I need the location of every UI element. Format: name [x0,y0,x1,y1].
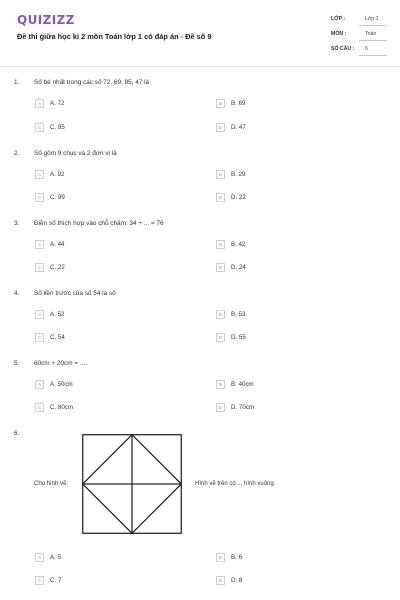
option-text: C. 85 [50,124,65,131]
option-letter-box: B [216,170,225,179]
option-text: C. 22 [50,264,65,271]
meta-subject-value: Toán [365,31,377,37]
option-letter-box: B [216,99,225,108]
option-letter-box: D [216,333,225,342]
question-text: 60cm + 20cm = ..... [34,360,89,367]
option-letter-box: D [216,403,225,412]
option-text: B. 69 [231,100,246,107]
option-text: C. 7 [50,577,62,584]
question-number: 4. [14,290,20,297]
option-letter-box: A [35,380,44,389]
option-text: A. 5 [50,554,62,561]
squares-figure [82,434,182,534]
quizizz-logo: QUIZIZZ [17,13,75,27]
meta-underline [359,25,387,26]
option-text: C. 99 [50,194,65,201]
option-letter-box: D [216,123,225,132]
question-number: 3. [14,220,20,227]
option-letter-box: B [216,553,225,562]
question-text: Số gồm 9 chục và 2 đơn vị là [34,150,117,157]
option-letter-box: A [35,310,44,319]
option-letter-box: D [216,576,225,585]
option-text: D. 55 [231,334,246,341]
option-text: D. 70cm [231,404,255,411]
option-letter-box: C [35,263,44,272]
option-text: A. 50cm [50,381,73,388]
meta-subject [331,31,387,41]
option-letter-box: A [35,170,44,179]
option-letter-box: D [216,193,225,202]
meta-underline [359,55,387,56]
question-text: Số bé nhất trong các số 72, 69, 85, 47 là [34,79,150,86]
meta-count-value: 6 [365,46,368,52]
meta-class [331,16,387,26]
figure-caption-left: Cho hình vẽ: [34,481,69,487]
option-letter-box: A [35,99,44,108]
document-title: Đề thi giữa học kì 2 môn Toán lớp 1 có đáp án - Đề số 9 [17,32,212,41]
worksheet-header [0,0,400,66]
meta-class-label: LỚP : [331,16,346,22]
option-text: D. 24 [231,264,246,271]
option-letter-box: A [35,240,44,249]
option-text: B. 42 [231,241,246,248]
option-text: B. 40cm [231,381,254,388]
option-letter-box: B [216,310,225,319]
option-letter-box: B [216,380,225,389]
meta-subject-label: MÔN : [331,31,347,37]
question-text: Số liền trước của số 54 là số [34,290,116,297]
option-text: A. 72 [50,100,65,107]
meta-class-value: Lớp 1 [365,16,379,22]
option-letter-box: C [35,403,44,412]
option-text: A. 44 [50,241,65,248]
question-number: 6. [14,430,20,437]
option-text: A. 92 [50,171,65,178]
header-divider [0,66,400,67]
meta-underline [359,40,387,41]
meta-count-label: SỐ CÂU : [331,46,355,52]
option-letter-box: C [35,123,44,132]
option-text: C. 54 [50,334,65,341]
question-number: 1. [14,79,20,86]
option-letter-box: A [35,553,44,562]
option-letter-box: B [216,240,225,249]
question-number: 2. [14,150,20,157]
question-number: 5. [14,360,20,367]
figure-caption-right: Hình vẽ trên có ... hình vuông. [195,481,276,487]
option-text: B. 53 [231,311,246,318]
option-text: A. 52 [50,311,65,318]
question-text: Điền số thích hợp vào chỗ chấm: 34 + ... = 76 [34,220,164,227]
option-text: B. 29 [231,171,246,178]
option-text: B. 6 [231,554,243,561]
option-text: D. 22 [231,194,246,201]
option-letter-box: C [35,333,44,342]
meta-count [331,46,387,56]
option-letter-box: C [35,193,44,202]
option-letter-box: D [216,263,225,272]
option-text: C. 80cm [50,404,74,411]
option-text: D. 8 [231,577,243,584]
option-text: D. 47 [231,124,246,131]
option-letter-box: C [35,576,44,585]
